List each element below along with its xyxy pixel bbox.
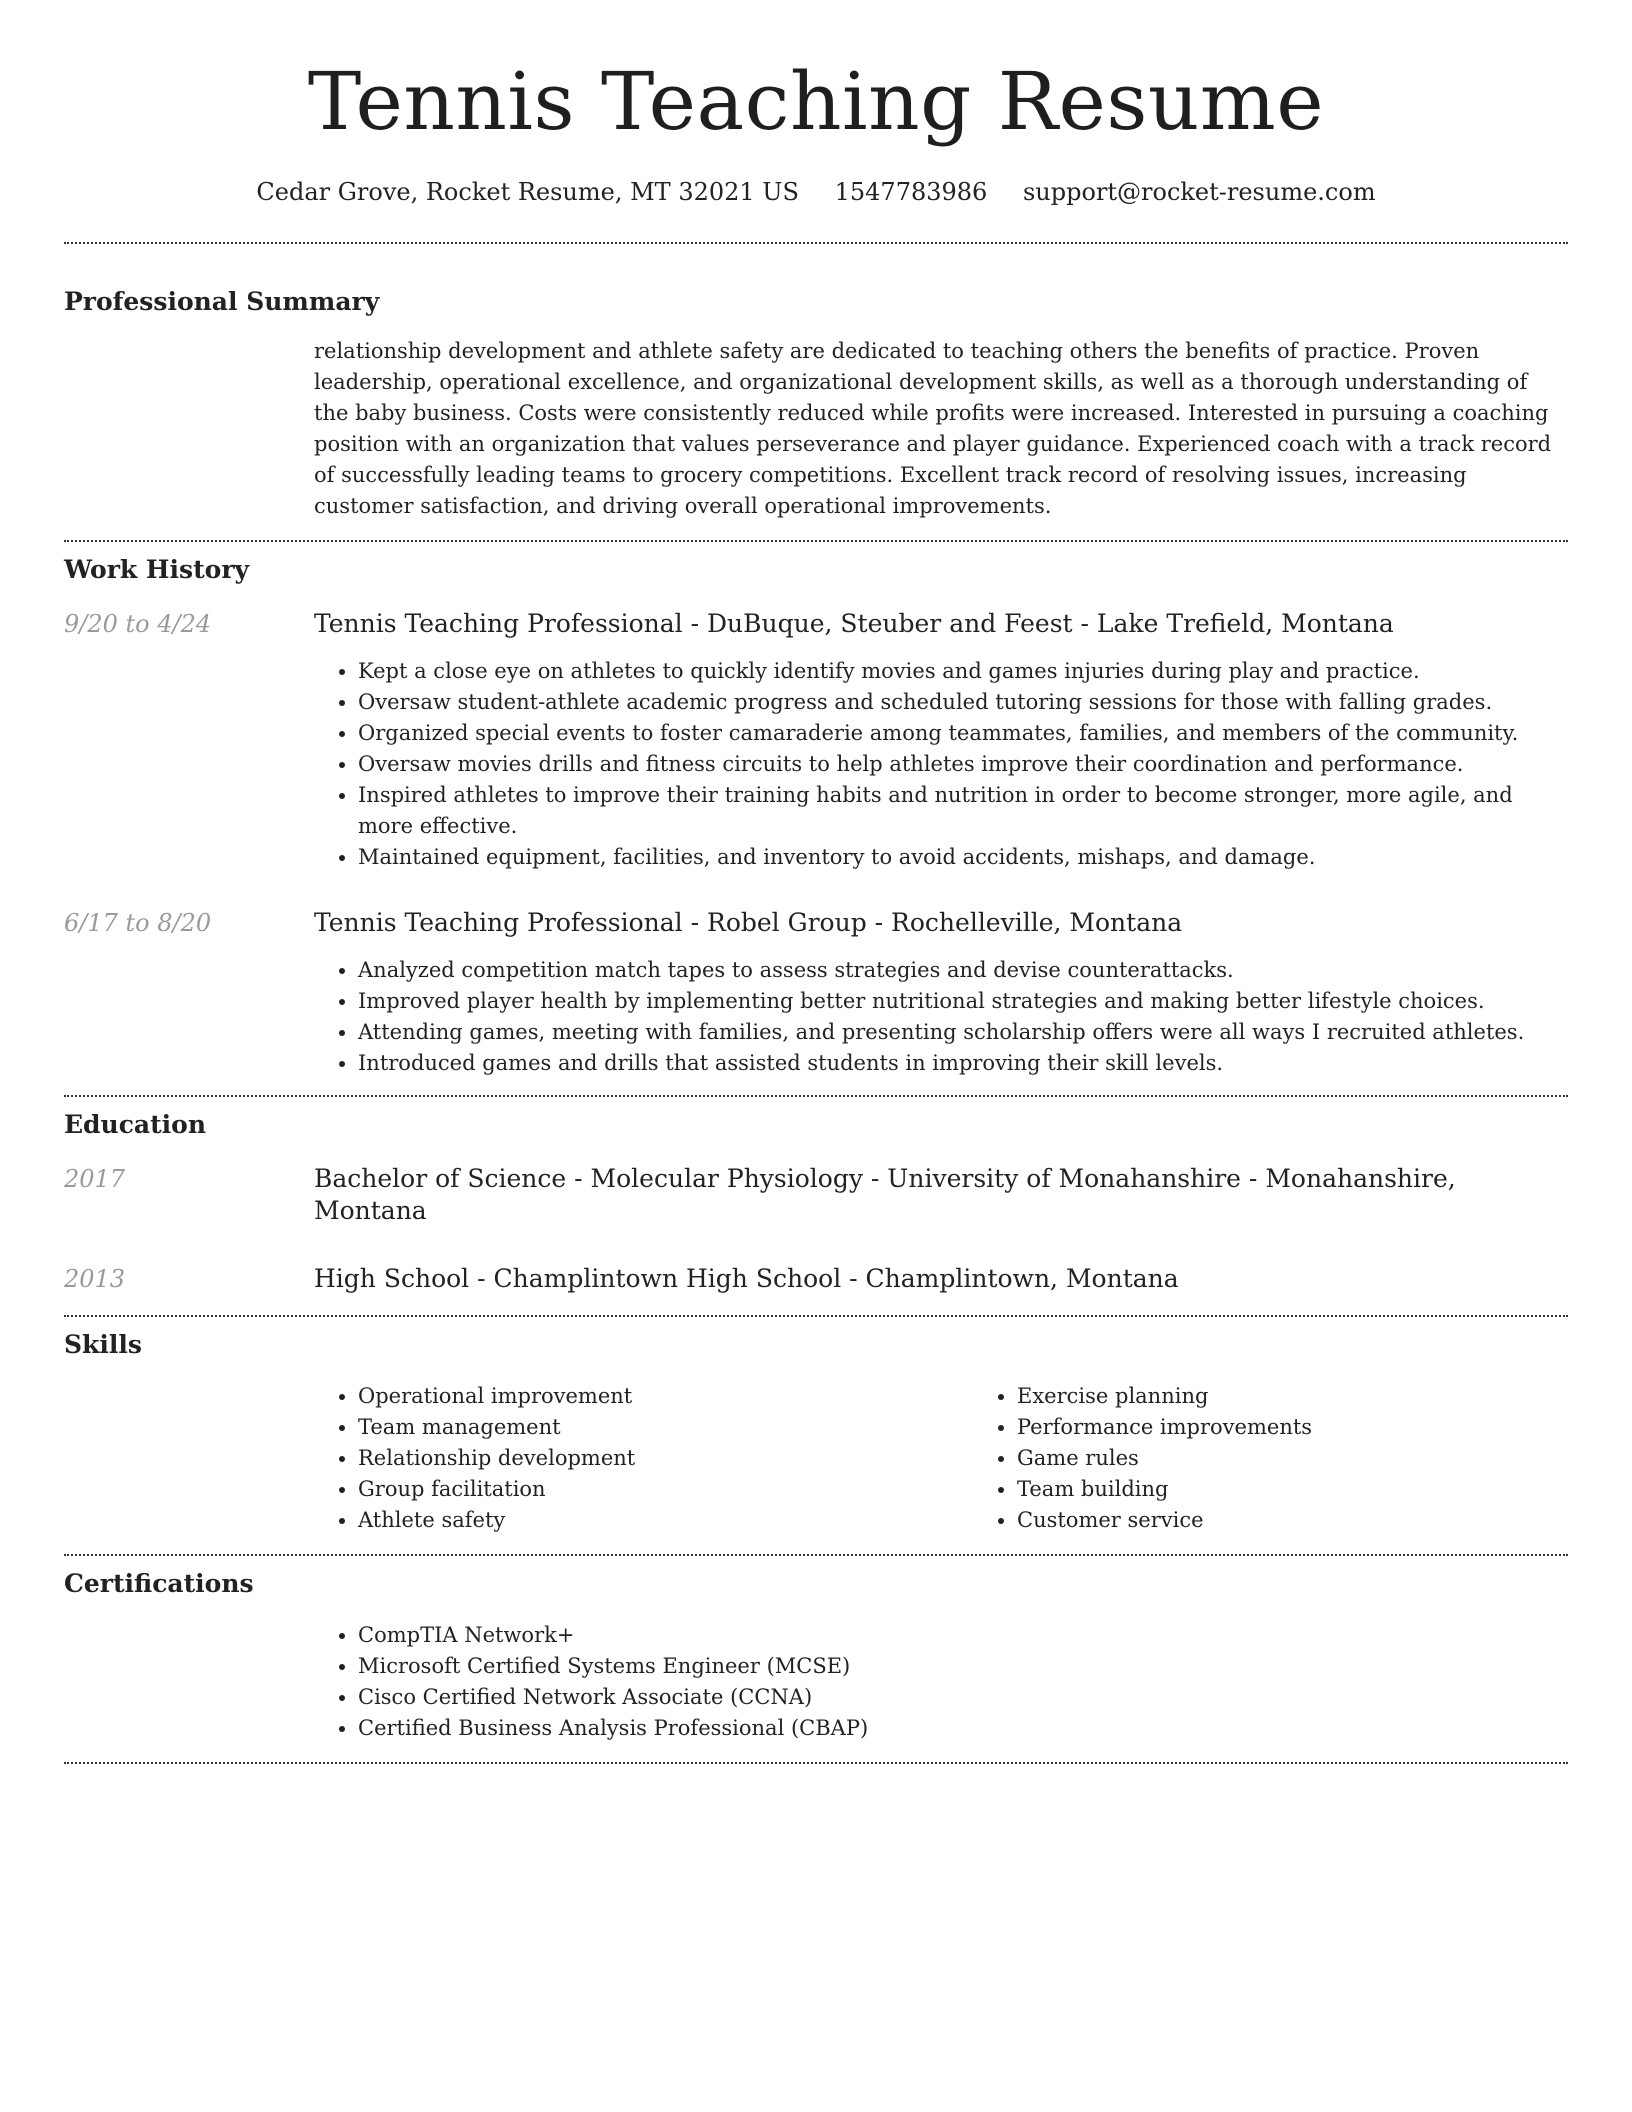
job-bullets [314,656,1568,873]
skill-item: • Performance improvements [1017,1412,1632,1443]
section-title-work-history: Work History [64,555,250,584]
skill-item: • Group facilitation [358,1474,973,1505]
job-title: Tennis Teaching Professional [314,609,683,638]
job-dates: 6/17 to 8/20 [64,909,212,937]
certification-item: • Microsoft Certified Systems Engineer (MCSE) [358,1651,1568,1682]
skill-item: • Team management [358,1412,973,1443]
job-entry [64,608,1568,873]
job-bullet: • Analyzed competition match tapes to assess strategies and devise counterattacks. [358,955,1568,986]
education-degree: High School [314,1264,470,1293]
contact-address: Cedar Grove, Rocket Resume, MT 32021 US [256,178,799,206]
job-bullet: • Organized special events to foster camaraderie among teammates, families, and members of the community. [358,718,1568,749]
section-title-certifications: Certifications [64,1569,254,1598]
job-body [314,907,1568,1079]
summary-spacer [64,336,314,522]
skill-item: • Team building [1017,1474,1632,1505]
summary-row [64,336,1568,522]
job-bullet: • Oversaw student-athlete academic progress and scheduled tutoring sessions for those with falling grades. [358,687,1568,718]
skills-list-right [973,1381,1632,1536]
job-bullet: • Introduced games and drills that assisted students in improving their skill levels. [358,1048,1568,1079]
skills-list-left [314,1381,973,1536]
education-school: - Champlintown High School - Champlintown, Montana [469,1264,1179,1293]
resume-title: Tennis Teaching Resume [307,55,1325,148]
job-bullet: • Attending games, meeting with families, and presenting scholarship offers were all ways I recruited athletes. [358,1017,1568,1048]
education-year: 2013 [64,1265,126,1293]
job-bullets [314,955,1568,1079]
divider [64,242,1568,244]
contact-phone: 1547783986 [834,178,988,206]
job-employer: - DuBuque, Steuber and Feest - Lake Trefield, Montana [682,609,1394,638]
job-bullet: • Inspired athletes to improve their training habits and nutrition in order to become stronger, more agile, and more effective. [358,780,1568,842]
divider [64,1095,1568,1097]
job-dates: 9/20 to 4/24 [64,610,212,638]
job-heading [314,608,1568,640]
job-body [314,608,1568,873]
education-details [314,1163,1568,1227]
job-bullet: • Maintained equipment, facilities, and inventory to avoid accidents, mishaps, and damage. [358,842,1568,873]
section-title-education: Education [64,1110,207,1139]
job-entry [64,907,1568,1079]
divider [64,1315,1568,1317]
divider [64,540,1568,542]
job-bullet: • Oversaw movies drills and fitness circuits to help athletes improve their coordination and performance. [358,749,1568,780]
education-degree: Bachelor of Science - Molecular Physiology [314,1164,863,1193]
certifications-list [314,1620,1568,1744]
job-employer: - Robel Group - Rochelleville, Montana [682,908,1183,937]
skill-item: • Customer service [1017,1505,1632,1536]
skill-item: • Athlete safety [358,1505,973,1536]
contact-line [64,174,1568,210]
education-entry [64,1263,1568,1295]
skills-grid [314,1381,1632,1536]
skill-item: • Game rules [1017,1443,1632,1474]
education-entry [64,1163,1568,1227]
skill-item: • Relationship development [358,1443,973,1474]
divider [64,1762,1568,1764]
skills-spacer [64,1381,314,1536]
section-title-skills: Skills [64,1330,142,1359]
education-school: - University of Monahanshire - Monahanshire, Montana [314,1164,1456,1225]
section-title-summary: Professional Summary [64,287,380,316]
divider [64,1554,1568,1556]
education-details [314,1263,1568,1295]
skill-item: • Operational improvement [358,1381,973,1412]
contact-email: support@rocket-resume.com [1022,178,1376,206]
job-heading [314,907,1568,939]
certifications-body [314,1620,1568,1744]
job-title: Tennis Teaching Professional [314,908,683,937]
certifications-row [64,1620,1568,1744]
job-bullet: • Improved player health by implementing better nutritional strategies and making better lifestyle choices. [358,986,1568,1017]
skills-row [64,1381,1568,1536]
skill-item: • Exercise planning [1017,1381,1632,1412]
certification-item: • Cisco Certified Network Associate (CCNA) [358,1682,1568,1713]
education-year: 2017 [64,1165,126,1193]
certifications-spacer [64,1620,314,1744]
resume-page [64,0,1568,1764]
certification-item: • CompTIA Network+ [358,1620,1568,1651]
summary-text: relationship development and athlete safety are dedicated to teaching others the benefits of practice. Proven leadership, operational excellence, and organizational development skills, as well as a thorough understanding of the baby business. Costs were consistently reduced while profits were increased. Interested in pursuing a coaching position with an organization that values perseverance and player guidance. Experienced coach with a track record of successfully leading teams to grocery competitions. Excellent track record of resolving issues, increasing customer satisfaction, and driving overall operational improvements. [314,339,1552,518]
certification-item: • Certified Business Analysis Professional (CBAP) [358,1713,1568,1744]
job-bullet: • Kept a close eye on athletes to quickly identify movies and games injuries during play and practice. [358,656,1568,687]
